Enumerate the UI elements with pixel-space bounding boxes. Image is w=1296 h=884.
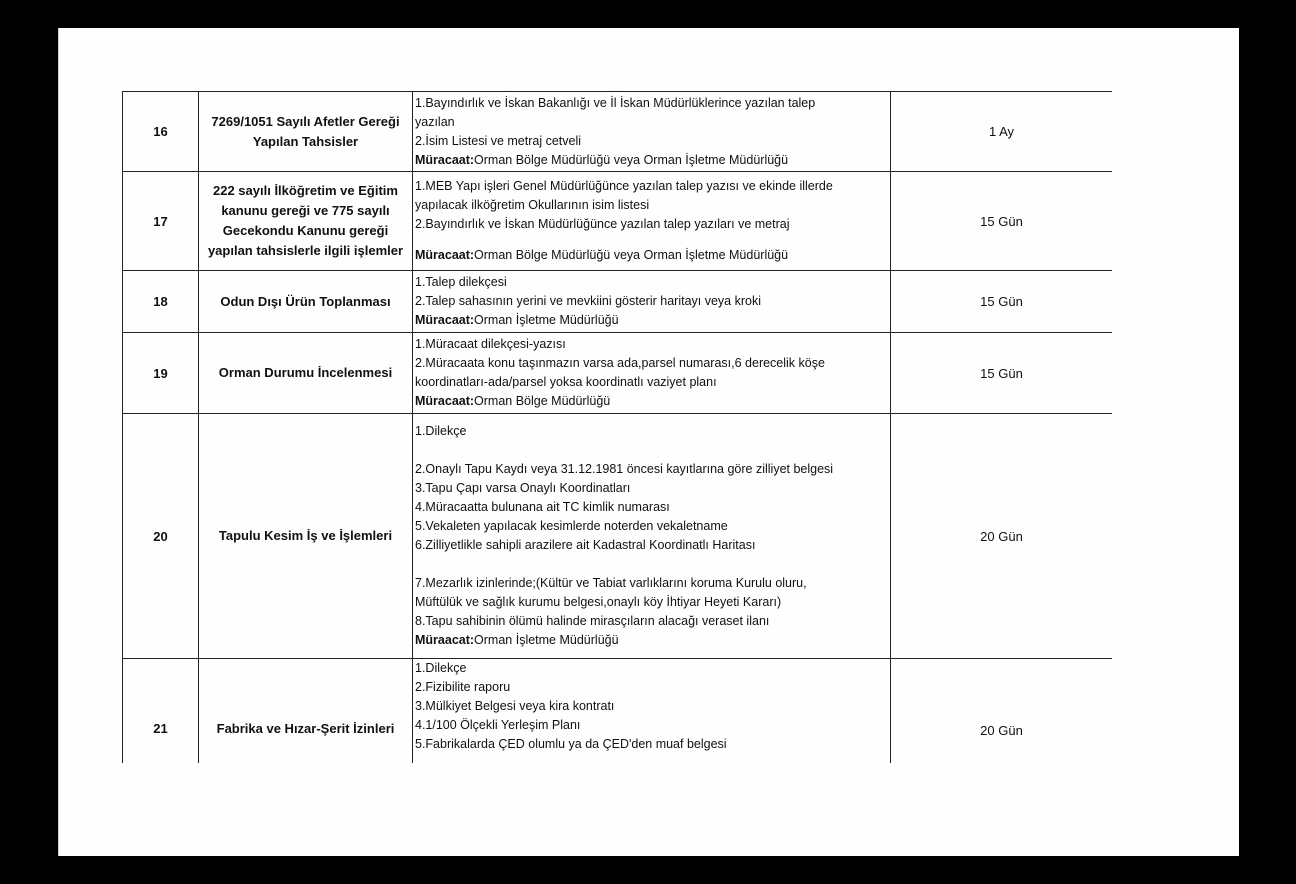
requirements-cell: [413, 172, 891, 271]
requirement-line: 1.Talep dilekçesi: [415, 275, 507, 289]
application-value: Orman İşletme Müdürlüğü: [474, 633, 619, 647]
row-number: 20: [123, 414, 199, 659]
application-value: Orman Bölge Müdürlüğü veya Orman İşletme Müdürlüğü: [474, 152, 789, 167]
service-name: Orman Durumu İncelenmesi: [199, 333, 413, 414]
table-row: [123, 172, 1113, 271]
requirement-line: 2.Müracaata konu taşınmazın varsa ada,parsel numarası,6 derecelik köşe: [415, 356, 825, 370]
application-office: [415, 246, 888, 265]
application-value: Orman Bölge Müdürlüğü veya Orman İşletme Müdürlüğü: [474, 248, 789, 262]
requirement-line: 1.Bayındırlık ve İskan Bakanlığı ve İl İskan Müdürlüklerince yazılan talep: [415, 95, 816, 110]
row-number: 21: [123, 659, 199, 764]
application-value: Orman Bölge Müdürlüğü: [474, 394, 611, 408]
requirements-cell: [413, 271, 891, 333]
service-name: 222 sayılı İlköğretim ve Eğitim kanunu gereği ve 775 sayılı Gecekondu Kanunu gereği yapılan tahsislerle ilgili işlemler: [199, 172, 413, 271]
scanned-page: [58, 28, 1239, 856]
duration: 15 Gün: [891, 271, 1113, 333]
requirement-line: yazılan: [415, 114, 455, 129]
requirement-line: yapılacak ilköğretim Okullarının isim listesi: [415, 198, 650, 212]
services-table-body: [123, 92, 1113, 764]
requirement-line: 2.Onaylı Tapu Kaydı veya 31.12.1981 öncesi kayıtlarına göre zilliyet belgesi: [415, 462, 834, 476]
spacer: [415, 234, 888, 246]
requirement-line: 8.Tapu sahibinin ölümü halinde mirasçıların alacağı veraset ilanı: [415, 614, 770, 628]
duration: 15 Gün: [891, 172, 1113, 271]
requirement-line: koordinatları-ada/parsel yoksa koordinatlı vaziyet planı: [415, 375, 717, 389]
row-number: 17: [123, 172, 199, 271]
duration: 15 Gün: [891, 333, 1113, 414]
application-office: [415, 151, 888, 170]
requirement-line: 4.1/100 Ölçekli Yerleşim Planı: [415, 718, 581, 732]
requirement-line: 6.Zilliyetlikle sahipli arazilere ait Kadastral Koordinatlı Haritası: [415, 538, 756, 552]
table-row: [123, 92, 1113, 172]
service-name: Tapulu Kesim İş ve İşlemleri: [199, 414, 413, 659]
requirements-cell: [413, 414, 891, 659]
spacer: [415, 441, 888, 460]
spacer: [415, 555, 888, 574]
requirement-line: 2.Bayındırlık ve İskan Müdürlüğünce yazılan talep yazıları ve metraj: [415, 217, 790, 231]
application-label: Müracaat:: [415, 313, 475, 327]
requirement-line: Müftülük ve sağlık kurumu belgesi,onaylı köy İhtiyar Heyeti Kararı): [415, 595, 782, 609]
application-label: Müracaat:: [415, 394, 475, 408]
requirements-cell: [413, 333, 891, 414]
application-office: [415, 631, 888, 650]
table-row: [123, 271, 1113, 333]
table-row: [123, 659, 1113, 764]
requirement-line: 3.Tapu Çapı varsa Onaylı Koordinatları: [415, 481, 631, 495]
requirement-line: 2.Fizibilite raporu: [415, 680, 511, 694]
requirement-line: 5.Fabrikalarda ÇED olumlu ya da ÇED'den muaf belgesi: [415, 737, 727, 751]
requirement-line: 7.Mezarlık izinlerinde;(Kültür ve Tabiat varlıklarını koruma Kurulu oluru,: [415, 576, 807, 590]
requirement-line: 1.Müracaat dilekçesi-yazısı: [415, 337, 566, 351]
requirement-line: 1.Dilekçe: [415, 424, 467, 438]
requirement-line: 2.İsim Listesi ve metraj cetveli: [415, 133, 582, 148]
application-office: [415, 311, 888, 330]
requirement-line: 1.Dilekçe: [415, 661, 467, 675]
application-value: Orman İşletme Müdürlüğü: [474, 313, 619, 327]
application-label: Müraacat:: [415, 633, 475, 647]
requirement-line: 3.Mülkiyet Belgesi veya kira kontratı: [415, 699, 615, 713]
service-name: 7269/1051 Sayılı Afetler Gereği Yapılan Tahsisler: [199, 92, 413, 172]
service-name: Odun Dışı Ürün Toplanması: [199, 271, 413, 333]
table-row: [123, 333, 1113, 414]
requirement-line: 5.Vekaleten yapılacak kesimlerde noterden vekaletname: [415, 519, 728, 533]
row-number: 16: [123, 92, 199, 172]
requirement-line: 1.MEB Yapı işleri Genel Müdürlüğünce yazılan talep yazısı ve ekinde illerde: [415, 179, 833, 193]
table-row: [123, 414, 1113, 659]
requirement-line: 4.Müracaatta bulunana ait TC kimlik numarası: [415, 500, 670, 514]
duration: 20 Gün: [891, 659, 1113, 764]
application-label: Müracaat:: [415, 152, 475, 167]
services-table-wrapper: [122, 91, 1112, 763]
services-table: [122, 91, 1112, 763]
row-number: 19: [123, 333, 199, 414]
application-label: Müracaat:: [415, 248, 475, 262]
service-name: Fabrika ve Hızar-Şerit İzinleri: [199, 659, 413, 764]
duration: 1 Ay: [891, 92, 1113, 172]
requirements-cell: [413, 92, 891, 172]
requirement-line: 2.Talep sahasının yerini ve mevkiini gösterir haritayı veya kroki: [415, 294, 761, 308]
row-number: 18: [123, 271, 199, 333]
application-office: [415, 392, 888, 411]
requirements-cell: [413, 659, 891, 764]
duration: 20 Gün: [891, 414, 1113, 659]
